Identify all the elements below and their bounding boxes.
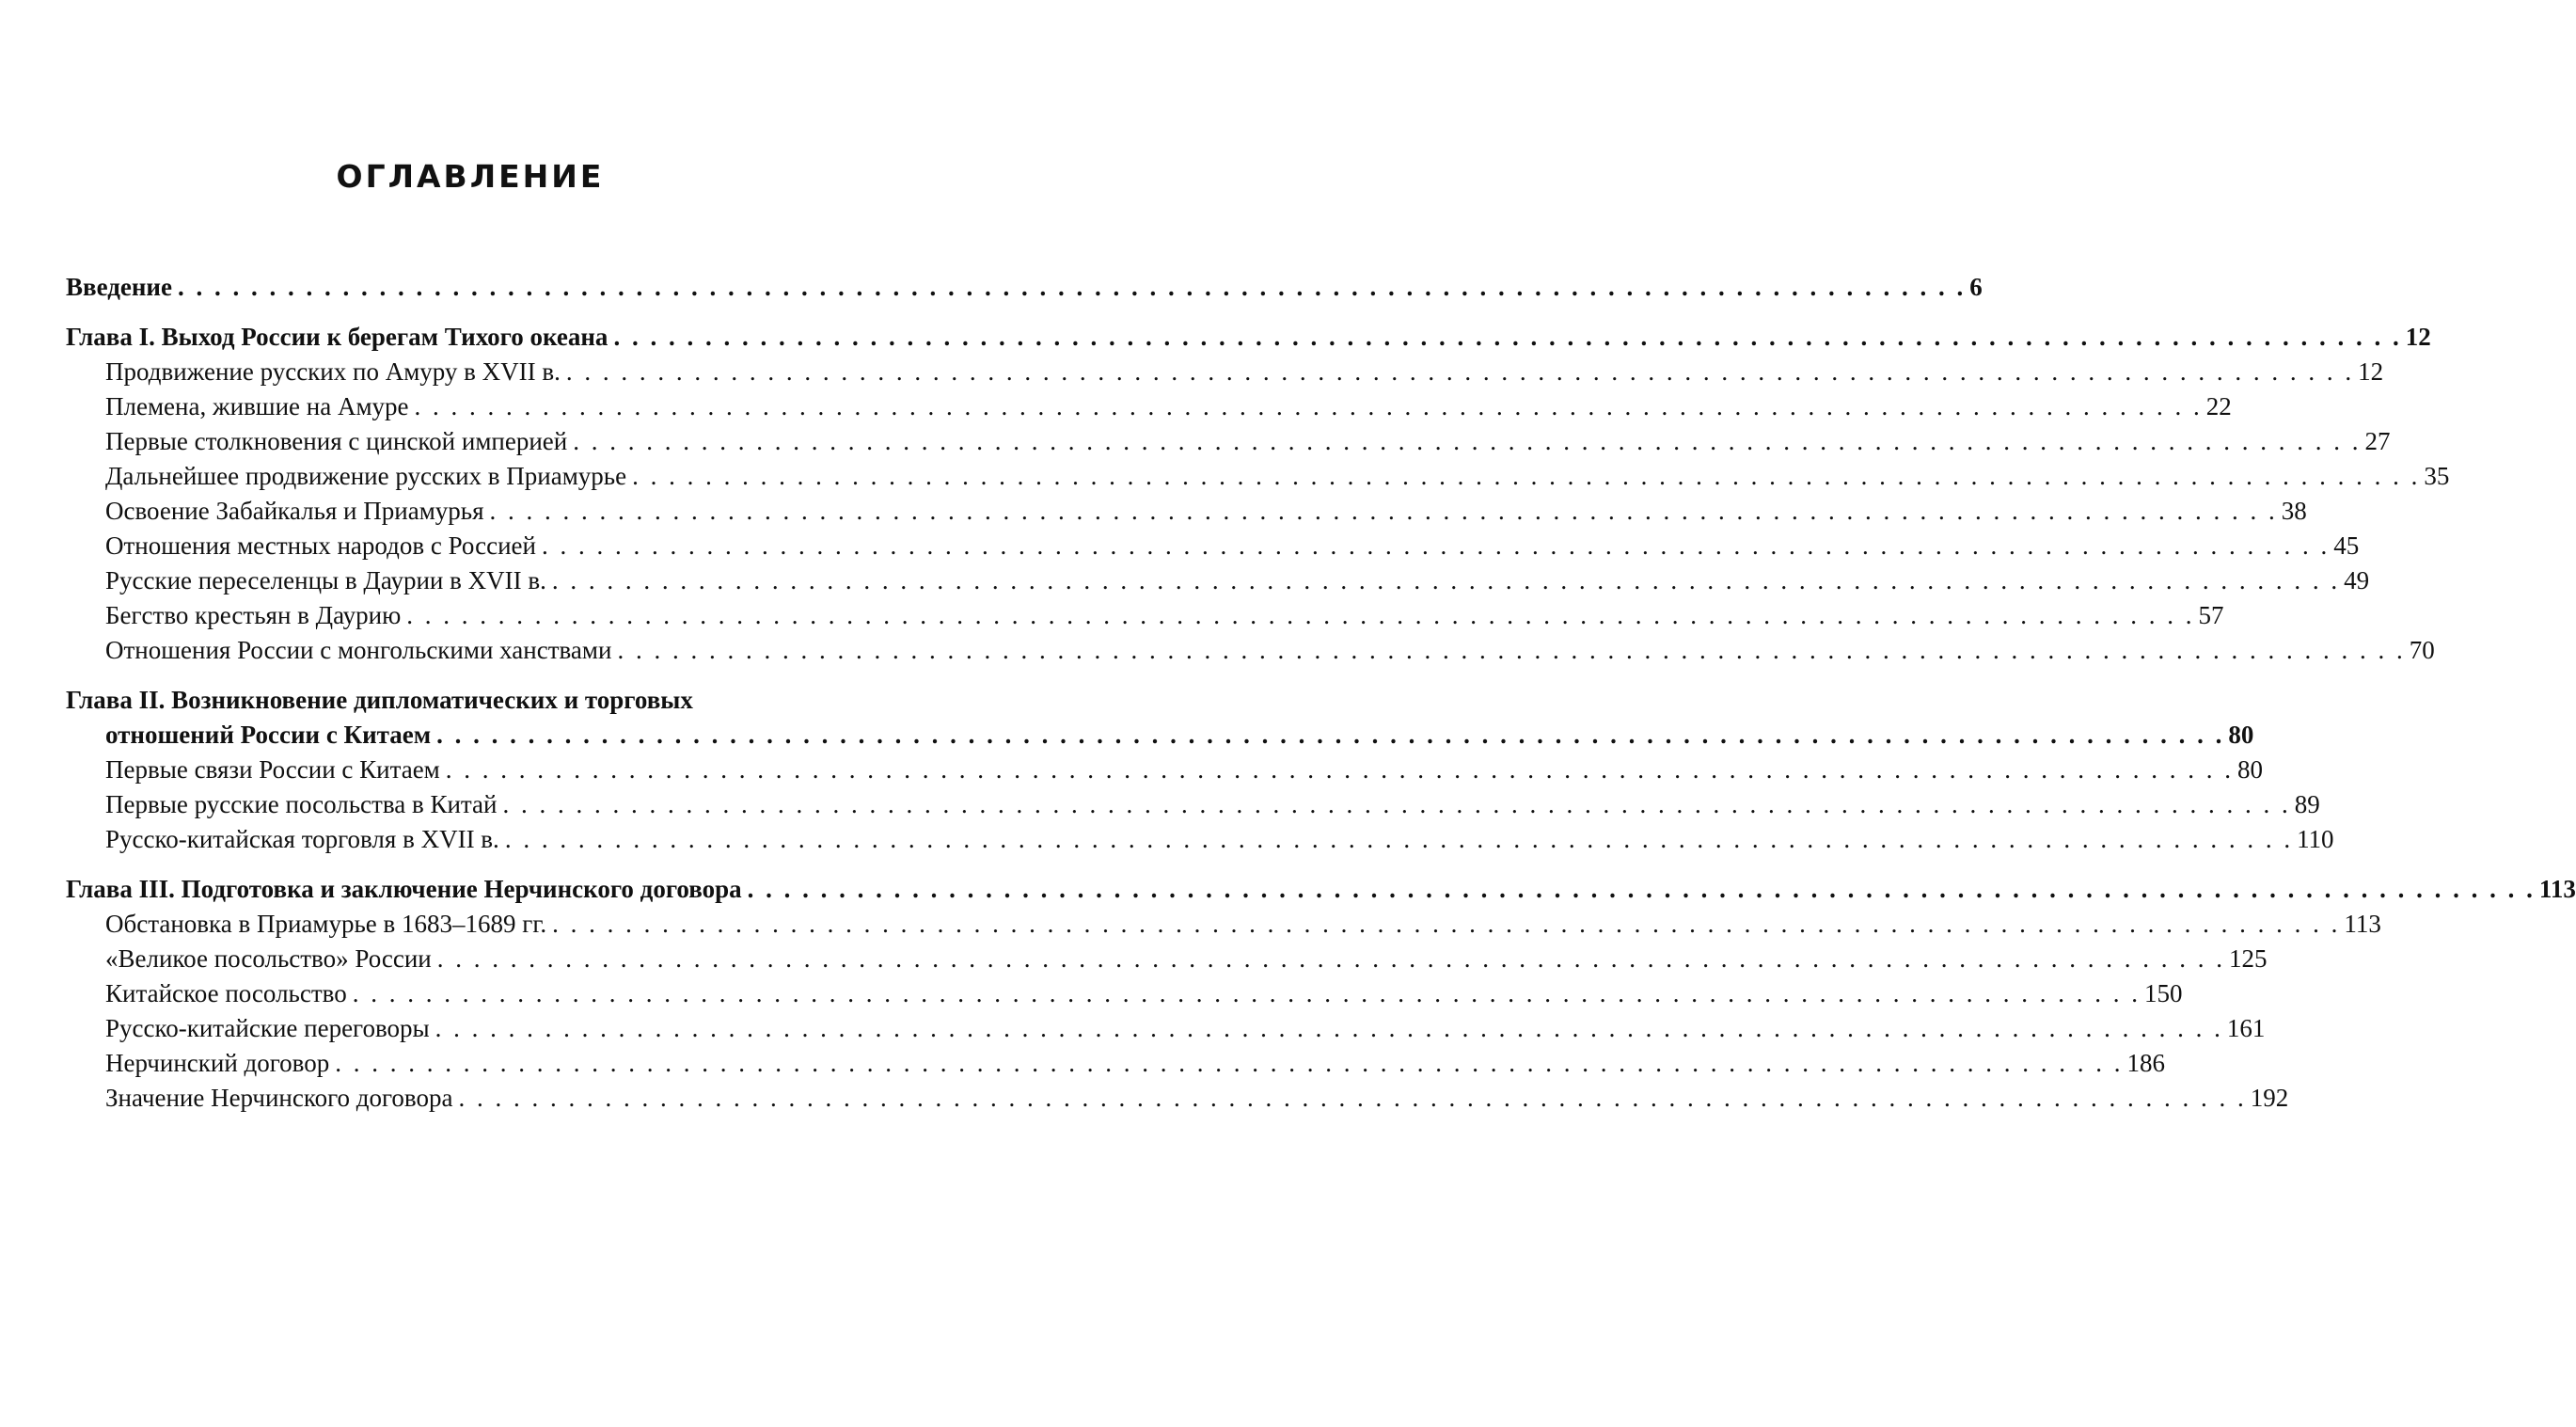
toc-section[interactable] [66, 1081, 2289, 1116]
dot-leader: . . . . . . . . . . . . . . . . . . . . . . . . . . . . . . . . . . . . . . . . . . . . . . . . . . . . . . . . . . . . . . . . . . . . . . . . . . . . . . . . . . . . . . . . . . . . . . . . . . [436, 944, 2225, 973]
toc-entry-page: 6 [1969, 273, 1983, 301]
toc-section-label: Китайское посольство [105, 979, 347, 1007]
toc-section[interactable] [66, 1046, 2165, 1081]
toc-entry-intro[interactable] [66, 270, 1983, 305]
toc-section-page: 45 [2333, 531, 2360, 560]
toc-section[interactable] [66, 424, 2391, 459]
dot-leader: . . . . . . . . . . . . . . . . . . . . . . . . . . . . . . . . . . . . . . . . . . . . . . . . . . . . . . . . . . . . . . . . . . . . . . . . . . . . . . . . . . . . . . . . . . . . . . . . . . [573, 427, 2362, 455]
toc-section[interactable] [66, 459, 2450, 494]
toc-section-label: Первые связи России с Китаем [105, 755, 440, 784]
toc-chapter-title: Глава II. Возникновение дипломатических и торговых [66, 686, 693, 714]
dot-leader: . . . . . . . . . . . . . . . . . . . . . . . . . . . . . . . . . . . . . . . . . . . . . . . . . . . . . . . . . . . . . . . . . . . . . . . . . . . . . . . . . . . . . . . . . . . . . . . . . . [445, 755, 2235, 784]
toc-chapter-2[interactable] [66, 683, 2254, 753]
toc-section-page: 70 [2409, 636, 2435, 664]
dot-leader: . . . . . . . . . . . . . . . . . . . . . . . . . . . . . . . . . . . . . . . . . . . . . . . . . . . . . . . . . . . . . . . . . . . . . . . . . . . . . . . . . . . . . . . . . . . . . . . . . . [435, 1014, 2223, 1042]
toc-section[interactable] [66, 563, 2370, 598]
toc-section[interactable] [66, 822, 2334, 857]
toc-section-page: 57 [2198, 601, 2224, 629]
toc-section-page: 89 [2294, 790, 2320, 818]
toc-section[interactable] [66, 753, 2264, 787]
toc-section-label: Обстановка в Приамурье в 1683–1689 гг. [105, 910, 547, 938]
toc-entry-label: Введение [66, 273, 172, 301]
toc-chapter-page: 12 [2405, 323, 2431, 351]
toc-section-label: Значение Нерчинского договора [105, 1084, 453, 1112]
toc-section-label: Русские переселенцы в Даурии в XVII в. [105, 566, 546, 595]
toc-section[interactable] [66, 942, 2268, 976]
dot-leader: . . . . . . . . . . . . . . . . . . . . . . . . . . . . . . . . . . . . . . . . . . . . . . . . . . . . . . . . . . . . . . . . . . . . . . . . . . . . . . . . . . . . . . . . . . . . . . . . . . [632, 462, 2421, 490]
toc-section-label: Первые столкновения с цинской империей [105, 427, 568, 455]
toc-section-page: 161 [2226, 1014, 2266, 1042]
dot-leader: . . . . . . . . . . . . . . . . . . . . . . . . . . . . . . . . . . . . . . . . . . . . . . . . . . . . . . . . . . . . . . . . . . . . . . . . . . . . . . . . . . . . . . . . . . . . . . . . . . [747, 875, 2536, 903]
dot-leader: . . . . . . . . . . . . . . . . . . . . . . . . . . . . . . . . . . . . . . . . . . . . . . . . . . . . . . . . . . . . . . . . . . . . . . . . . . . . . . . . . . . . . . . . . . . . . . . . . . [504, 825, 2294, 853]
toc-section-page: 110 [2297, 825, 2334, 853]
toc-section-label: Нерчинский договор [105, 1049, 330, 1077]
toc-chapter-title: Глава III. Подготовка и заключение Нерчинского договора [66, 875, 742, 903]
toc-section-label: Русско-китайские переговоры [105, 1014, 430, 1042]
toc-section-page: 12 [2358, 357, 2384, 386]
toc-section[interactable] [66, 598, 2224, 633]
toc-section[interactable] [66, 1011, 2266, 1046]
toc-section[interactable] [66, 633, 2435, 668]
dot-leader: . . . . . . . . . . . . . . . . . . . . . . . . . . . . . . . . . . . . . . . . . . . . . . . . . . . . . . . . . . . . . . . . . . . . . . . . . . . . . . . . . . . . . . . . . . . . . . . . . . [565, 357, 2355, 386]
toc-section-label: Отношения местных народов с Россией [105, 531, 536, 560]
dot-leader: . . . . . . . . . . . . . . . . . . . . . . . . . . . . . . . . . . . . . . . . . . . . . . . . . . . . . . . . . . . . . . . . . . . . . . . . . . . . . . . . . . . . . . . . . . . . . . . . . . [335, 1049, 2124, 1077]
toc-chapter-title-line2: отношений России с Китаем [105, 721, 432, 749]
toc-section-label: Дальнейшее продвижение русских в Приамурье [105, 462, 627, 490]
toc-section[interactable] [66, 494, 2307, 529]
dot-leader: . . . . . . . . . . . . . . . . . . . . . . . . . . . . . . . . . . . . . . . . . . . . . . . . . . . . . . . . . . . . . . . . . . . . . . . . . . . . . . . . . . . . . . . . . . . . . . . . . . [352, 979, 2141, 1007]
toc-chapter-page: 80 [2228, 721, 2254, 749]
dot-leader: . . . . . . . . . . . . . . . . . . . . . . . . . . . . . . . . . . . . . . . . . . . . . . . . . . . . . . . . . . . . . . . . . . . . . . . . . . . . . . . . . . . . . . . . . . . . . . . . . . [458, 1084, 2247, 1112]
toc-section[interactable] [66, 529, 2360, 563]
toc-section[interactable] [66, 787, 2320, 822]
toc-section[interactable] [66, 907, 2381, 942]
table-of-contents [66, 270, 2576, 1116]
toc-section[interactable] [66, 355, 2384, 389]
dot-leader: . . . . . . . . . . . . . . . . . . . . . . . . . . . . . . . . . . . . . . . . . . . . . . . . . . . . . . . . . . . . . . . . . . . . . . . . . . . . . . . . . . . . . . . . . . . . . . . . . . [541, 531, 2331, 560]
dot-leader: . . . . . . . . . . . . . . . . . . . . . . . . . . . . . . . . . . . . . . . . . . . . . . . . . . . . . . . . . . . . . . . . . . . . . . . . . . . . . . . . . . . . . . . . . . . . . . . . . . [502, 790, 2291, 818]
toc-chapter-3[interactable] [66, 872, 2576, 907]
dot-leader: . . . . . . . . . . . . . . . . . . . . . . . . . . . . . . . . . . . . . . . . . . . . . . . . . . . . . . . . . . . . . . . . . . . . . . . . . . . . . . . . . . . . . . . . . . . . . . . . . . [414, 392, 2203, 420]
toc-section-label: Продвижение русских по Амуру в XVII в. [105, 357, 561, 386]
dot-leader: . . . . . . . . . . . . . . . . . . . . . . . . . . . . . . . . . . . . . . . . . . . . . . . . . . . . . . . . . . . . . . . . . . . . . . . . . . . . . . . . . . . . . . . . . . . . . . . . . . [489, 497, 2278, 525]
toc-section-page: 35 [2424, 462, 2450, 490]
toc-section-label: Бегство крестьян в Даурию [105, 601, 402, 629]
dot-leader: . . . . . . . . . . . . . . . . . . . . . . . . . . . . . . . . . . . . . . . . . . . . . . . . . . . . . . . . . . . . . . . . . . . . . . . . . . . . . . . . . . . . . . . . . . . . . . . . . . [617, 636, 2406, 664]
toc-section-page: 49 [2344, 566, 2370, 595]
toc-section-page: 125 [2229, 944, 2268, 973]
toc-section-page: 27 [2364, 427, 2391, 455]
toc-section-label: Русско-китайская торговля в XVII в. [105, 825, 499, 853]
toc-chapter-1[interactable] [66, 320, 2431, 355]
dot-leader: . . . . . . . . . . . . . . . . . . . . . . . . . . . . . . . . . . . . . . . . . . . . . . . . . . . . . . . . . . . . . . . . . . . . . . . . . . . . . . . . . . . . . . . . . . . . . . . . . . [177, 273, 1967, 301]
toc-chapter-title: Глава I. Выход России к берегам Тихого океана [66, 323, 608, 351]
toc-section-label: Освоение Забайкалья и Приамурья [105, 497, 484, 525]
toc-section-page: 22 [2205, 392, 2232, 420]
dot-leader: . . . . . . . . . . . . . . . . . . . . . . . . . . . . . . . . . . . . . . . . . . . . . . . . . . . . . . . . . . . . . . . . . . . . . . . . . . . . . . . . . . . . . . . . . . . . . . . . . . [552, 910, 2341, 938]
toc-section-label: Племена, жившие на Амуре [105, 392, 409, 420]
toc-section-page: 80 [2237, 755, 2264, 784]
toc-section-page: 186 [2126, 1049, 2165, 1077]
toc-section[interactable] [66, 389, 2232, 424]
toc-section-page: 192 [2250, 1084, 2289, 1112]
toc-section-label: Первые русские посольства в Китай [105, 790, 498, 818]
dot-leader: . . . . . . . . . . . . . . . . . . . . . . . . . . . . . . . . . . . . . . . . . . . . . . . . . . . . . . . . . . . . . . . . . . . . . . . . . . . . . . . . . . . . . . . . . . . . . . . . . . [551, 566, 2341, 595]
toc-chapter-page: 113 [2538, 875, 2576, 903]
dot-leader: . . . . . . . . . . . . . . . . . . . . . . . . . . . . . . . . . . . . . . . . . . . . . . . . . . . . . . . . . . . . . . . . . . . . . . . . . . . . . . . . . . . . . . . . . . . . . . . . . . [436, 721, 2225, 749]
toc-section-label: «Великое посольство» России [105, 944, 432, 973]
toc-section-page: 150 [2143, 979, 2183, 1007]
toc-section-label: Отношения России с монгольскими ханствами [105, 636, 612, 664]
toc-section-page: 113 [2344, 910, 2381, 938]
dot-leader: . . . . . . . . . . . . . . . . . . . . . . . . . . . . . . . . . . . . . . . . . . . . . . . . . . . . . . . . . . . . . . . . . . . . . . . . . . . . . . . . . . . . . . . . . . . . . . . . . . [613, 323, 2402, 351]
page-title: ОГЛАВЛЕНИЕ [336, 158, 605, 195]
dot-leader: . . . . . . . . . . . . . . . . . . . . . . . . . . . . . . . . . . . . . . . . . . . . . . . . . . . . . . . . . . . . . . . . . . . . . . . . . . . . . . . . . . . . . . . . . . . . . . . . . . [406, 601, 2195, 629]
toc-section-page: 38 [2281, 497, 2307, 525]
toc-section[interactable] [66, 976, 2183, 1011]
toc-chapter-title-continued [66, 718, 2254, 753]
